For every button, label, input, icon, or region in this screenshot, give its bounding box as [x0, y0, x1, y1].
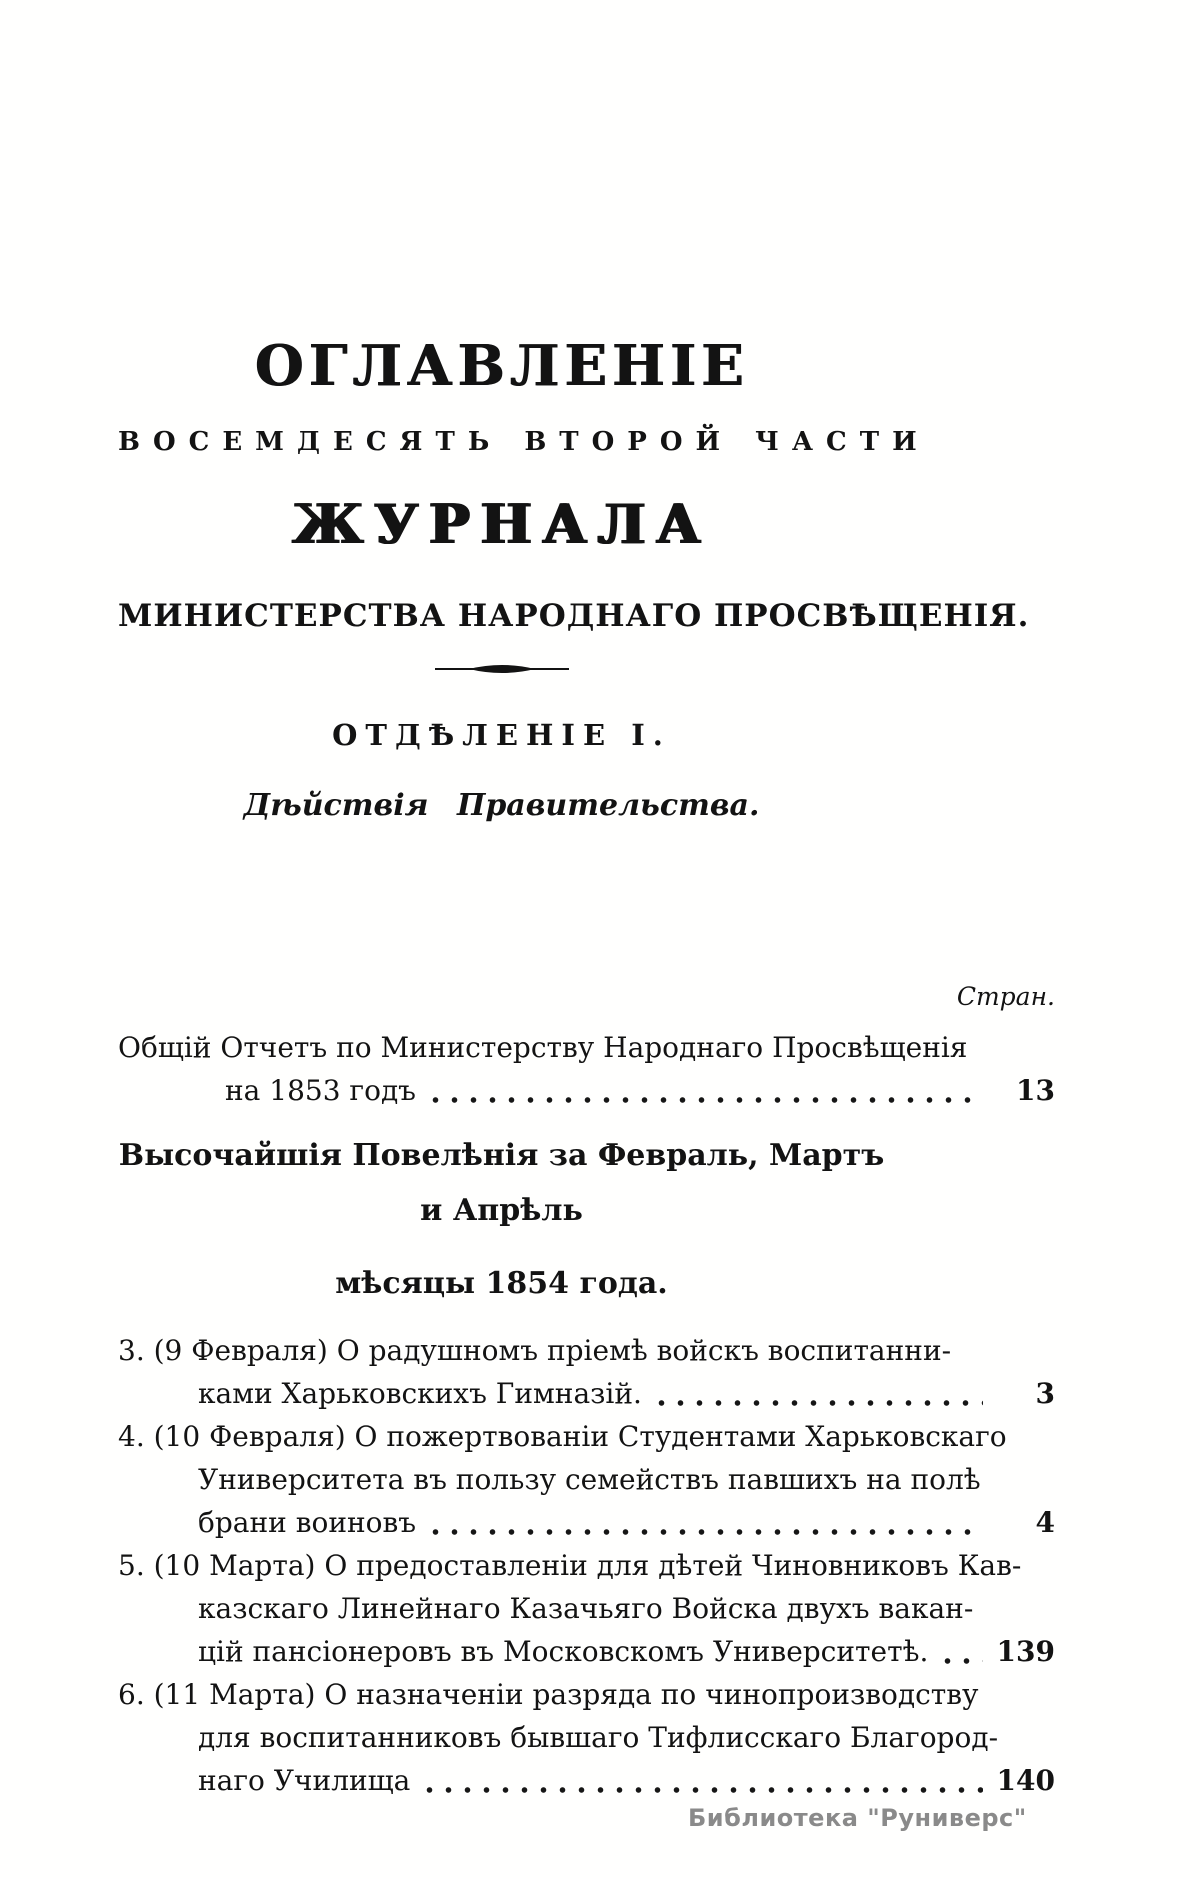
toc-entry-text: Университета въ пользу семействъ павшихъ на полѣ [198, 1463, 981, 1496]
toc-page-number: 4 [1035, 1506, 1055, 1539]
toc-entry-line [118, 1372, 1055, 1415]
toc-page-number: 13 [1016, 1074, 1055, 1107]
divider-ornament [118, 660, 885, 678]
toc-entry-text: Общій Отчетъ по Министерству Народнаго Просвѣщенія [118, 1031, 968, 1064]
toc-entry-line [118, 1458, 1055, 1501]
page-content [118, 0, 1055, 1802]
toc-page-number: 139 [996, 1635, 1055, 1668]
toc-entry-text: ками Харьковскихъ Гимназій. [198, 1377, 642, 1410]
table-of-contents [118, 1026, 1055, 1802]
toc-entry-text: 4. (10 Февраля) О пожертвованіи Студентами Харьковскаго [118, 1420, 1007, 1453]
toc-entry-line [118, 1587, 1055, 1630]
toc-entry-line [118, 1759, 1055, 1802]
dot-leader [422, 1501, 983, 1544]
toc-entry-line [118, 1716, 1055, 1759]
library-watermark: Библиотека "Руниверс" [688, 1804, 1027, 1832]
header-block [118, 0, 1030, 824]
dot-leader [416, 1759, 983, 1802]
section-subheading: Дѣйствія Правительства. [243, 788, 760, 823]
toc-entry-line [118, 1544, 1055, 1587]
toc-section-heading: Высочайшія Повелѣнія за Февраль, Мартъ и Апрѣль [118, 1138, 885, 1228]
dot-leader [934, 1630, 983, 1673]
toc-entry-line [118, 1673, 1055, 1716]
toc-entry-text: казскаго Линейнаго Казачьяго Войска двухъ вакан- [198, 1592, 974, 1625]
page-title: ОГЛАВЛЕНІЕ [254, 333, 749, 399]
toc-entry [118, 1673, 1055, 1802]
toc-entry-line [118, 1630, 1055, 1673]
toc-entry-line [118, 1026, 1055, 1069]
toc-entry [118, 1329, 1055, 1415]
toc-entry-text: 6. (11 Марта) О назначеніи разряда по чинопроизводству [118, 1678, 979, 1711]
toc-entry-line [118, 1329, 1055, 1372]
volume-subtitle: ВОСЕМДЕСЯТЬ ВТОРОЙ ЧАСТИ [118, 427, 930, 457]
toc-entry [118, 1026, 1055, 1112]
toc-page-number: 140 [996, 1764, 1055, 1797]
toc-entry [118, 1415, 1055, 1544]
toc-entry-text: брани воиновъ [198, 1506, 417, 1539]
toc-page-number: 3 [1035, 1377, 1055, 1410]
toc-entry-text: цій пансіонеровъ въ Московскомъ Университетѣ. [198, 1635, 929, 1668]
toc-entry-text: 3. (9 Февраля) О радушномъ пріемѣ войскъ воспитанни- [118, 1334, 952, 1367]
dot-leader [648, 1372, 983, 1415]
section-heading: ОТДѢЛЕНІЕ I. [332, 718, 671, 752]
toc-entry-line [118, 1415, 1055, 1458]
dot-leader [422, 1069, 983, 1112]
toc-entry-line [118, 1069, 1055, 1112]
page-column-label: Стран. [956, 982, 1055, 1011]
ministry-title: МИНИСТЕРСТВА НАРОДНАГО ПРОСВѢЩЕНІЯ. [118, 598, 1030, 634]
journal-title: ЖУРНАЛА [291, 492, 711, 556]
toc-entry-text: 5. (10 Марта) О предоставленіи для дѣтей Чиновниковъ Кав- [118, 1549, 1022, 1582]
toc-entry-text: для воспитанниковъ бывшаго Тифлисскаго Благород- [198, 1721, 999, 1754]
toc-entry [118, 1544, 1055, 1673]
toc-section-heading: мѣсяцы 1854 года. [335, 1266, 668, 1301]
toc-entry-text: наго Училища [198, 1764, 411, 1797]
toc-entry-line [118, 1501, 1055, 1544]
toc-entry-text: на 1853 годъ [225, 1074, 416, 1107]
